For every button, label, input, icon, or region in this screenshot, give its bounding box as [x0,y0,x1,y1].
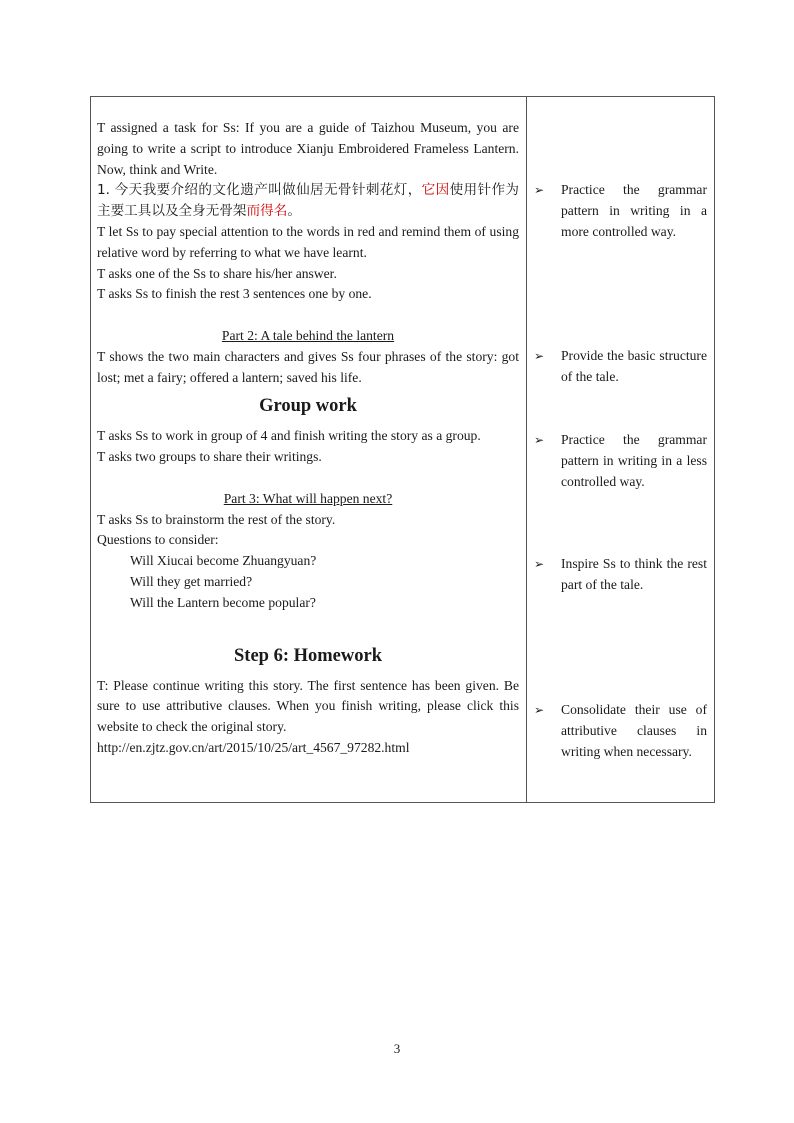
arrow-bullet-icon: ➢ [534,557,545,571]
chinese-text-a: 1. 今天我要介绍的文化遗产叫做仙居无骨针刺花灯， [97,182,422,199]
questions-label: Questions to consider: [97,532,219,548]
chinese-red-b: 而得名 [246,203,288,220]
purpose-item-3: ➢ Practice the grammar pattern in writing in a less controlled way. [534,432,707,489]
purpose-item-2: ➢ Provide the basic structure of the tale. [534,348,707,384]
chinese-text-b: 使用针作为主要工具以及全身无骨架 [97,182,520,220]
procedure-column [97,118,519,759]
group-work-heading: Group work [259,396,357,417]
homework-url: http://en.zjtz.gov.cn/art/2015/10/25/art_4567_97282.html [97,739,410,755]
part3-title: Part 3: What will happen next? [223,490,393,506]
task-paragraph: T assigned a task for Ss: If you are a guide of Taizhou Museum, you are going to write a script to introduce Xianju Embroidered Frameless Lantern. Now, think and Write. [97,120,519,177]
arrow-bullet-icon: ➢ [534,183,545,197]
chinese-text-c: 。 [287,203,301,220]
finish-paragraph: T asks Ss to finish the rest 3 sentences one by one. [97,286,372,302]
chinese-sentence [97,180,519,222]
homework-paragraph: T: Please continue writing this story. The first sentence has been given. Be sure to use attributive clauses. When you finish writing, please click this website to check the original story. [97,677,519,735]
arrow-bullet-icon: ➢ [534,349,545,363]
characters-paragraph: T shows the two main characters and gives Ss four phrases of the story: got lost; met a fairy; offered a lantern; saved his life. [97,348,519,385]
two-groups-paragraph: T asks two groups to share their writings. [97,449,322,465]
question-3: Will the Lantern become popular? [130,594,316,610]
purpose-item-5: ➢ Consolidate their use of attributive clauses in writing when necessary. [534,702,707,759]
arrow-bullet-icon: ➢ [534,433,545,447]
brainstorm-paragraph: T asks Ss to brainstorm the rest of the story. [97,511,336,527]
part2-title: Part 2: A tale behind the lantern [221,327,395,343]
question-1: Will Xiucai become Zhuangyuan? [130,553,317,569]
step6-heading: Step 6: Homework [234,645,382,666]
purpose-item-1: ➢ Practice the grammar pattern in writing in a more controlled way. [534,182,707,239]
chinese-red-a: 它因 [421,182,450,199]
question-2: Will they get married? [130,573,253,589]
share-paragraph: T asks one of the Ss to share his/her answer. [97,265,337,281]
purpose-item-4: ➢ Inspire Ss to think the rest part of the tale. [534,556,707,592]
attention-paragraph: T let Ss to pay special attention to the words in red and remind them of using relative word by referring to what we have learnt. [97,223,519,260]
group-paragraph: T asks Ss to work in group of 4 and finish writing the story as a group. [97,428,481,444]
column-divider [526,96,527,803]
page-number: 3 [393,1041,401,1056]
arrow-bullet-icon: ➢ [534,703,545,717]
